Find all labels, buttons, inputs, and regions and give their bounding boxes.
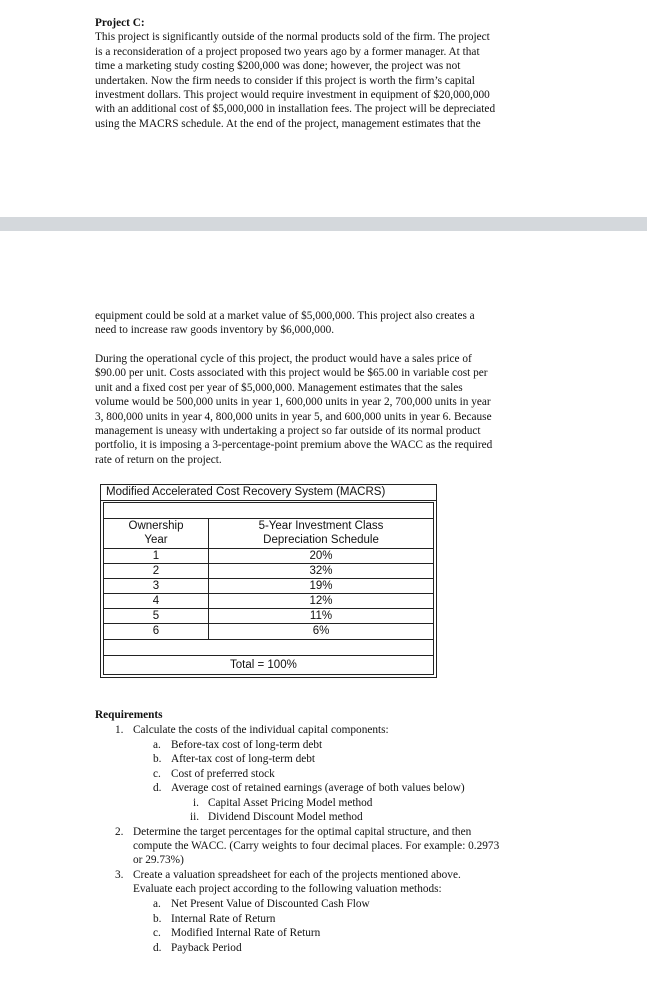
requirement-marker: b. [153, 753, 162, 765]
year-cell: 6 [152, 625, 160, 637]
paragraph-line: unit and a fixed cost per year of $5,000,000. Management estimates that the sales [95, 381, 463, 394]
continuation-paragraph [95, 309, 565, 338]
requirement-marker: d. [153, 942, 162, 954]
macrs-table [100, 484, 437, 678]
requirement-text: Create a valuation spreadsheet for each of the projects mentioned above. [133, 869, 461, 881]
requirement-marker: ii. [190, 811, 200, 823]
paragraph-line: This project is significantly outside of the normal products sold of the firm. The project [95, 31, 490, 44]
requirement-text: Dividend Discount Model method [208, 811, 363, 823]
requirement-marker: 1. [115, 724, 124, 736]
paragraph-line: equipment could be sold at a market value of $5,000,000. This project also creates a [95, 310, 475, 322]
paragraph-line: management is uneasy with undertaking a project so far outside of its normal product [95, 425, 481, 438]
requirement-marker: i. [193, 797, 199, 809]
header-text: Year [144, 534, 168, 546]
year-cell: 2 [152, 565, 160, 577]
table-spacer-row [104, 640, 433, 656]
header-text: Depreciation Schedule [263, 534, 379, 546]
year-cell: 4 [152, 595, 160, 607]
requirement-text: Before-tax cost of long-term debt [171, 739, 323, 751]
requirement-marker: 3. [115, 869, 124, 881]
paragraph-line: undertaken. Now the firm needs to consider if this project is worth the firm’s capital [95, 74, 475, 87]
rate-cell: 19% [208, 579, 433, 593]
requirement-text: Capital Asset Pricing Model method [208, 797, 373, 809]
header-text: Ownership [128, 520, 184, 532]
table-row [104, 579, 433, 594]
requirement-text: Internal Rate of Return [171, 913, 276, 925]
table-spacer-row [104, 503, 433, 519]
requirement-text: Payback Period [171, 942, 242, 954]
paragraph-line: volume would be 500,000 units in year 1, 600,000 units in year 2, 700,000 units in year [95, 396, 491, 409]
requirement-text: Average cost of retained earnings (average of both values below) [171, 782, 465, 794]
requirement-text: compute the WACC. (Carry weights to four decimal places. For example: 0.2973 [133, 840, 500, 852]
rate-cell: 12% [208, 594, 433, 608]
project-c-section [95, 16, 565, 131]
paragraph-line: using the MACRS schedule. At the end of the project, management estimates that the [95, 117, 481, 130]
table-row [104, 564, 433, 579]
header-text: 5-Year Investment Class [258, 520, 384, 532]
requirement-text: Calculate the costs of the individual capital components: [133, 724, 389, 736]
paragraph-line: During the operational cycle of this project, the product would have a sales price of [95, 353, 472, 365]
requirement-text: Cost of preferred stock [171, 768, 275, 780]
paragraph-line: 3, 800,000 units in year 4, 800,000 units in year 5, and 600,000 units in year 6. Because [95, 410, 492, 423]
total-cell: Total = 100% [230, 659, 297, 671]
paragraph-line: rate of return on the project. [95, 453, 222, 466]
requirement-text: Evaluate each project according to the following valuation methods: [133, 883, 442, 895]
ownership-year-header [104, 519, 208, 548]
table-row [104, 624, 433, 640]
table-row [104, 609, 433, 624]
macrs-table-title: Modified Accelerated Cost Recovery System (MACRS) [101, 485, 436, 501]
paragraph-line: investment dollars. This project would require investment in equipment of $20,000,000 [95, 89, 490, 102]
table-header-row [104, 519, 433, 549]
requirement-marker: d. [153, 782, 162, 794]
paragraph-line: $90.00 per unit. Costs associated with this project would be $65.00 in variable cost per [95, 367, 488, 380]
paragraph-line: need to increase raw goods inventory by $6,000,000. [95, 324, 335, 337]
requirement-marker: c. [153, 927, 161, 939]
requirement-marker: b. [153, 913, 162, 925]
requirement-text: or 29.73%) [133, 854, 184, 866]
rate-cell: 32% [208, 564, 433, 578]
paragraph-line: with an additional cost of $5,000,000 in installation fees. The project will be depreciated [95, 103, 496, 116]
page-break-divider [0, 217, 647, 231]
macrs-table-body [103, 502, 434, 675]
requirement-marker: a. [153, 739, 161, 751]
requirement-text: Determine the target percentages for the optimal capital structure, and then [133, 826, 472, 838]
year-cell: 5 [152, 610, 160, 622]
paragraph-line: portfolio, it is imposing a 3-percentage-point premium above the WACC as the required [95, 439, 493, 452]
requirement-marker: 2. [115, 826, 124, 838]
year-cell: 1 [152, 550, 160, 562]
rate-cell: 11% [208, 609, 433, 623]
requirement-marker: a. [153, 898, 161, 910]
requirement-text: Net Present Value of Discounted Cash Flow [171, 898, 370, 910]
table-total-row [104, 656, 433, 674]
requirement-text: Modified Internal Rate of Return [171, 927, 321, 939]
table-row [104, 549, 433, 564]
requirement-text: After-tax cost of long-term debt [171, 753, 316, 765]
requirement-marker: c. [153, 768, 161, 780]
paragraph-line: time a marketing study costing $200,000 was done; however, the project was not [95, 60, 461, 73]
paragraph-line: is a reconsideration of a project proposed two years ago by a former manager. At that [95, 45, 480, 58]
rate-cell: 20% [208, 549, 433, 563]
table-row [104, 594, 433, 609]
project-heading: Project C: [95, 17, 145, 29]
depreciation-schedule-header [208, 519, 433, 548]
year-cell: 3 [152, 580, 160, 592]
requirements-heading: Requirements [95, 709, 163, 721]
rate-cell: 6% [208, 624, 433, 639]
operations-paragraph [95, 352, 565, 467]
